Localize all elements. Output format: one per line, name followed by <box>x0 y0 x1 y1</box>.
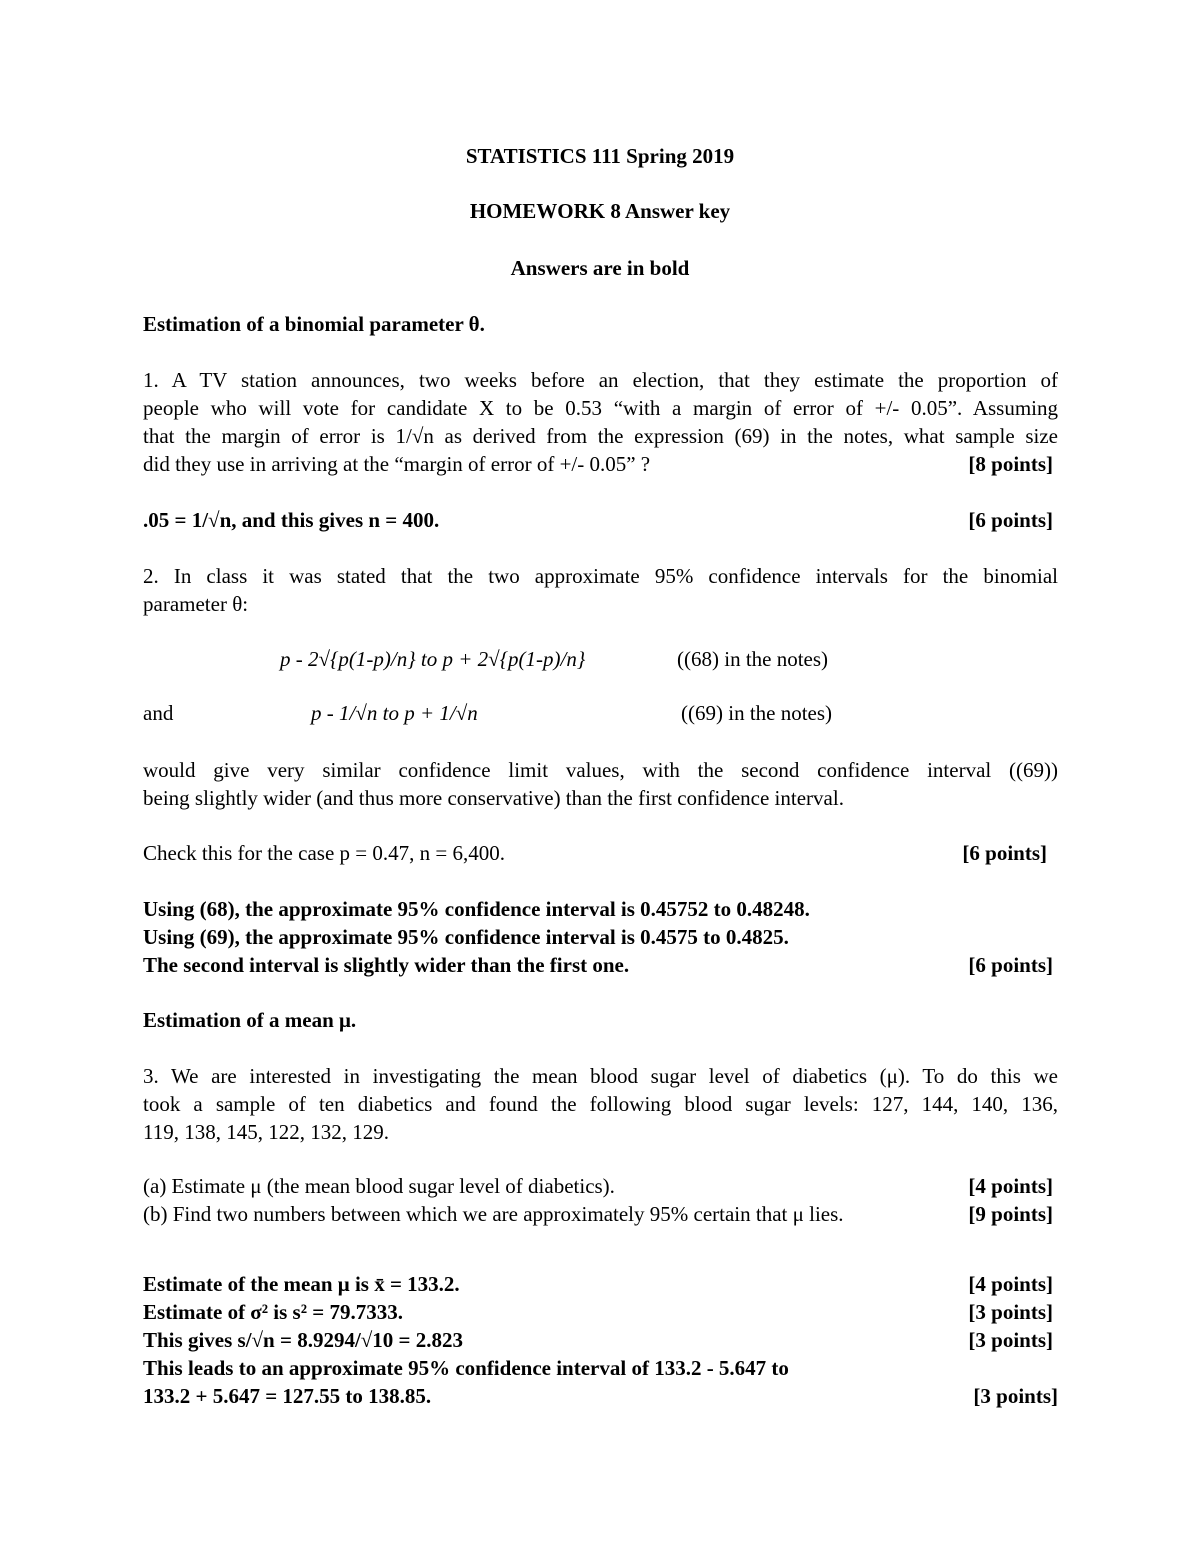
q3-part-a-points: [4 points] <box>968 1174 1053 1198</box>
q2-line-2: parameter θ: <box>143 592 249 616</box>
q1-line-1: 1. A TV station announces, two weeks before an election, that they estimate the proportion of <box>143 368 1058 392</box>
q3-answer-5: 133.2 + 5.647 = 127.55 to 138.85. <box>143 1384 432 1408</box>
q3-answer-4: This leads to an approximate 95% confidence interval of 133.2 - 5.647 to <box>143 1356 789 1380</box>
formula-68: p - 2√{p(1-p)/n} to p + 2√{p(1-p)/n} <box>280 647 586 671</box>
q1-points: [8 points] <box>968 452 1053 476</box>
q1-line-4: did they use in arriving at the “margin of error of +/- 0.05” ? <box>143 452 651 476</box>
q3-answer-1-points: [4 points] <box>968 1272 1053 1296</box>
q2-text-line-2: being slightly wider (and thus more conservative) than the first confidence interval. <box>143 786 844 810</box>
section-heading-binomial: Estimation of a binomial parameter θ. <box>143 312 485 336</box>
q3-part-b-points: [9 points] <box>968 1202 1053 1226</box>
q3-answer-1: Estimate of the mean μ is x̄ = 133.2. <box>143 1272 460 1296</box>
q3-part-b: (b) Find two numbers between which we are approximately 95% certain that μ lies. <box>143 1202 844 1226</box>
q3-part-a: (a) Estimate μ (the mean blood sugar level of diabetics). <box>143 1174 615 1198</box>
homework-title: HOMEWORK 8 Answer key <box>469 199 731 223</box>
formula-68-ref: ((68) in the notes) <box>677 647 829 671</box>
q1-line-3: that the margin of error is 1/√n as derived from the expression (69) in the notes, what sample size <box>143 424 1058 448</box>
q2-check-points: [6 points] <box>962 841 1047 865</box>
q3-answer-5-points: [3 points] <box>973 1384 1058 1408</box>
q2-answer-2: Using (69), the approximate 95% confidence interval is 0.4575 to 0.4825. <box>143 925 789 949</box>
q3-line-3: 119, 138, 145, 122, 132, 129. <box>143 1120 389 1144</box>
q2-text-line-1: would give very similar confidence limit values, with the second confidence interval ((69)) <box>143 758 1058 782</box>
course-title: STATISTICS 111 Spring 2019 <box>465 144 735 168</box>
q3-answer-2: Estimate of σ² is s² = 79.7333. <box>143 1300 403 1324</box>
q3-answer-3: This gives s/√n = 8.9294/√10 = 2.823 <box>143 1328 464 1352</box>
q3-answer-2-points: [3 points] <box>968 1300 1053 1324</box>
q3-line-2: took a sample of ten diabetics and found the following blood sugar levels: 127, 144, 140, 136, <box>143 1092 1058 1116</box>
q3-line-1: 3. We are interested in investigating the mean blood sugar level of diabetics (μ). To do this we <box>143 1064 1058 1088</box>
q2-answer-points: [6 points] <box>968 953 1053 977</box>
q2-line-1: 2. In class it was stated that the two approximate 95% confidence intervals for the binomial <box>143 564 1058 588</box>
answers-note: Answers are in bold <box>510 256 690 280</box>
formula-69-ref: ((69) in the notes) <box>681 701 833 725</box>
q1-answer: .05 = 1/√n, and this gives n = 400. <box>143 508 440 532</box>
q2-answer-3: The second interval is slightly wider than the first one. <box>143 953 630 977</box>
q1-answer-points: [6 points] <box>968 508 1053 532</box>
q3-answer-3-points: [3 points] <box>968 1328 1053 1352</box>
q2-answer-1: Using (68), the approximate 95% confidence interval is 0.45752 to 0.48248. <box>143 897 810 921</box>
formula-69: p - 1/√n to p + 1/√n <box>311 701 478 725</box>
section-heading-mean: Estimation of a mean μ. <box>143 1008 357 1032</box>
q1-line-2: people who will vote for candidate X to be 0.53 “with a margin of error of +/- 0.05”. Assuming <box>143 396 1058 420</box>
and-label: and <box>143 701 174 725</box>
q2-check: Check this for the case p = 0.47, n = 6,400. <box>143 841 505 865</box>
